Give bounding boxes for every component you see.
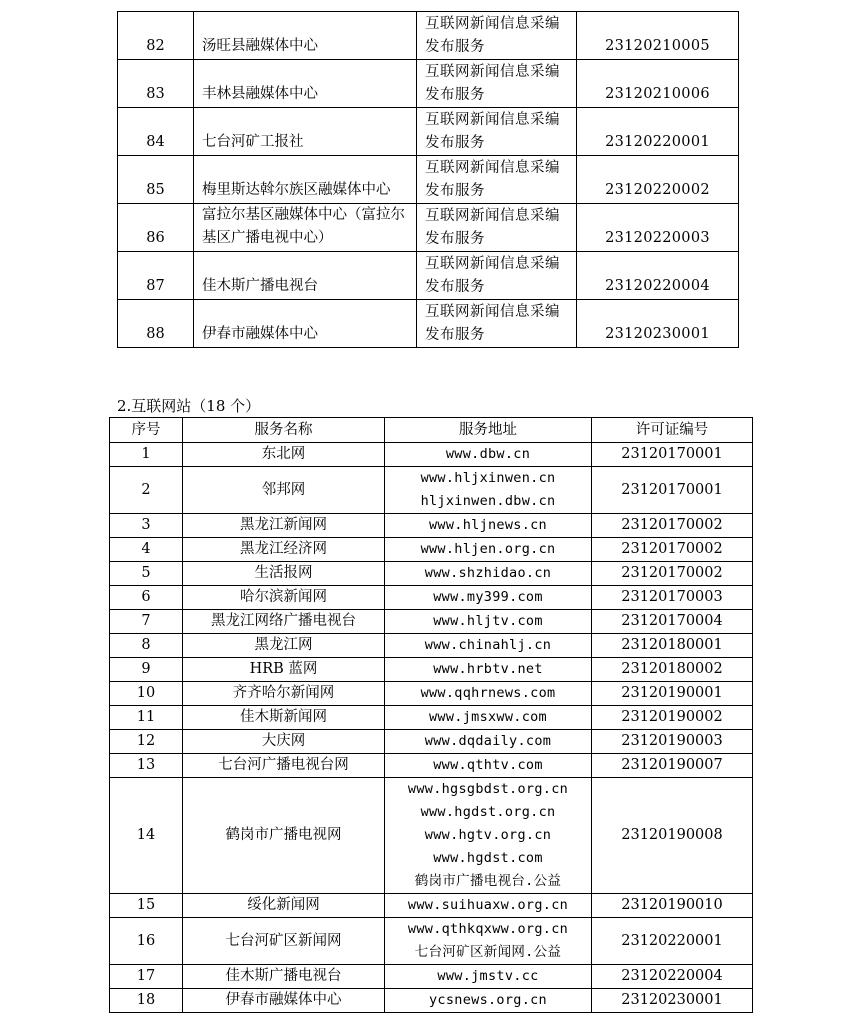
organization-name: 伊春市融媒体中心 xyxy=(194,300,417,348)
row-number: 84 xyxy=(118,108,194,156)
license-number: 23120190001 xyxy=(592,682,753,706)
site-address-cell xyxy=(385,514,592,538)
site-address: www.qqhrnews.com xyxy=(420,685,556,701)
site-address: hljxinwen.dbw.cn xyxy=(420,493,556,509)
license-number: 23120170004 xyxy=(592,610,753,634)
row-seq: 7 xyxy=(110,610,183,634)
site-address: www.suihuaxw.org.cn xyxy=(407,897,569,913)
row-seq: 16 xyxy=(110,918,183,965)
table-row xyxy=(118,60,739,108)
site-address: www.qthtv.com xyxy=(433,757,543,773)
organization-name: 佳木斯广播电视台 xyxy=(194,252,417,300)
site-name: 大庆网 xyxy=(183,730,385,754)
table-row xyxy=(118,156,739,204)
header-name: 服务名称 xyxy=(183,418,385,443)
row-seq: 14 xyxy=(110,778,183,894)
table-row xyxy=(110,989,753,1013)
row-number: 83 xyxy=(118,60,194,108)
table-row xyxy=(118,300,739,348)
site-address: www.hljen.org.cn xyxy=(420,541,556,557)
site-address: www.hljnews.cn xyxy=(429,517,547,533)
license-number: 23120210005 xyxy=(577,12,739,60)
site-name: 佳木斯新闻网 xyxy=(183,706,385,730)
table-row xyxy=(110,965,753,989)
service-type: 互联网新闻信息采编发布服务 xyxy=(417,204,577,252)
table-row xyxy=(110,658,753,682)
table-row xyxy=(110,730,753,754)
row-seq: 6 xyxy=(110,586,183,610)
site-address: www.hljxinwen.cn xyxy=(420,470,556,486)
table-row xyxy=(110,918,753,965)
organization-name: 汤旺县融媒体中心 xyxy=(194,12,417,60)
site-address: 鹤岗市广播电视台.公益 xyxy=(414,873,562,889)
site-address-cell xyxy=(385,706,592,730)
row-seq: 18 xyxy=(110,989,183,1013)
site-name: 佳木斯广播电视台 xyxy=(183,965,385,989)
site-address: www.qthkqxww.org.cn xyxy=(407,921,569,937)
license-number: 23120190007 xyxy=(592,754,753,778)
service-type: 互联网新闻信息采编发布服务 xyxy=(417,252,577,300)
license-number: 23120220004 xyxy=(592,965,753,989)
site-name: HRB 蓝网 xyxy=(183,658,385,682)
license-number: 23120180002 xyxy=(592,658,753,682)
table-row xyxy=(118,12,739,60)
site-address-cell xyxy=(385,538,592,562)
table-row xyxy=(118,108,739,156)
site-address: www.hljtv.com xyxy=(433,613,543,629)
license-number: 23120230001 xyxy=(592,989,753,1013)
site-address-cell xyxy=(385,562,592,586)
site-name: 黑龙江新闻网 xyxy=(183,514,385,538)
license-number: 23120190008 xyxy=(592,778,753,894)
table-row xyxy=(110,514,753,538)
table-row xyxy=(118,252,739,300)
site-address: ycsnews.org.cn xyxy=(429,992,547,1008)
row-seq: 13 xyxy=(110,754,183,778)
site-address: www.hrbtv.net xyxy=(433,661,543,677)
license-number: 23120190010 xyxy=(592,894,753,918)
service-type: 互联网新闻信息采编发布服务 xyxy=(417,60,577,108)
license-number: 23120220001 xyxy=(592,918,753,965)
site-name: 七台河广播电视台网 xyxy=(183,754,385,778)
table-row xyxy=(110,706,753,730)
site-address-cell xyxy=(385,610,592,634)
license-number: 23120220002 xyxy=(577,156,739,204)
site-name: 生活报网 xyxy=(183,562,385,586)
license-number: 23120220004 xyxy=(577,252,739,300)
site-address: www.chinahlj.cn xyxy=(424,637,552,653)
section-title-websites: 2.互联网站（18 个） xyxy=(117,397,261,415)
header-seq: 序号 xyxy=(110,418,183,443)
header-address: 服务地址 xyxy=(385,418,592,443)
row-number: 85 xyxy=(118,156,194,204)
site-address-cell xyxy=(385,443,592,467)
license-number: 23120170002 xyxy=(592,514,753,538)
site-name: 黑龙江网络广播电视台 xyxy=(183,610,385,634)
license-number: 23120170003 xyxy=(592,586,753,610)
site-address-cell xyxy=(385,778,592,894)
license-number: 23120210006 xyxy=(577,60,739,108)
table-row xyxy=(110,538,753,562)
site-address-cell xyxy=(385,989,592,1013)
organization-name: 富拉尔基区融媒体中心（富拉尔基区广播电视中心） xyxy=(194,204,417,252)
row-seq: 5 xyxy=(110,562,183,586)
table-row xyxy=(110,682,753,706)
site-address: www.shzhidao.cn xyxy=(424,565,552,581)
row-seq: 3 xyxy=(110,514,183,538)
license-number: 23120220001 xyxy=(577,108,739,156)
site-address: www.jmsxww.com xyxy=(429,709,547,725)
service-type: 互联网新闻信息采编发布服务 xyxy=(417,300,577,348)
site-address-cell xyxy=(385,965,592,989)
header-license: 许可证编号 xyxy=(592,418,753,443)
service-type: 互联网新闻信息采编发布服务 xyxy=(417,12,577,60)
site-address-cell xyxy=(385,467,592,514)
site-address: www.my399.com xyxy=(433,589,543,605)
site-name: 哈尔滨新闻网 xyxy=(183,586,385,610)
row-seq: 9 xyxy=(110,658,183,682)
site-address: www.hgdst.com xyxy=(433,850,543,866)
site-address-cell xyxy=(385,730,592,754)
row-seq: 11 xyxy=(110,706,183,730)
site-name: 绥化新闻网 xyxy=(183,894,385,918)
organization-name: 丰林县融媒体中心 xyxy=(194,60,417,108)
row-seq: 8 xyxy=(110,634,183,658)
site-name: 七台河矿区新闻网 xyxy=(183,918,385,965)
row-seq: 12 xyxy=(110,730,183,754)
site-address-cell xyxy=(385,634,592,658)
row-number: 82 xyxy=(118,12,194,60)
license-number: 23120190003 xyxy=(592,730,753,754)
site-address-cell xyxy=(385,658,592,682)
service-type: 互联网新闻信息采编发布服务 xyxy=(417,156,577,204)
table-row xyxy=(110,562,753,586)
site-name: 黑龙江网 xyxy=(183,634,385,658)
site-address-cell xyxy=(385,586,592,610)
row-seq: 10 xyxy=(110,682,183,706)
row-seq: 15 xyxy=(110,894,183,918)
table-header-row xyxy=(110,418,753,443)
organization-name: 梅里斯达斡尔族区融媒体中心 xyxy=(194,156,417,204)
license-number: 23120170002 xyxy=(592,538,753,562)
site-address: www.dqdaily.com xyxy=(424,733,552,749)
license-number: 23120180001 xyxy=(592,634,753,658)
license-number: 23120230001 xyxy=(577,300,739,348)
site-address: www.jmstv.cc xyxy=(437,968,539,984)
row-number: 86 xyxy=(118,204,194,252)
site-name: 齐齐哈尔新闻网 xyxy=(183,682,385,706)
site-name: 鹤岗市广播电视网 xyxy=(183,778,385,894)
table-row xyxy=(110,610,753,634)
site-address-cell xyxy=(385,894,592,918)
license-number: 23120170002 xyxy=(592,562,753,586)
site-address: www.dbw.cn xyxy=(445,446,531,462)
site-name: 黑龙江经济网 xyxy=(183,538,385,562)
service-type: 互联网新闻信息采编发布服务 xyxy=(417,108,577,156)
site-address-cell xyxy=(385,918,592,965)
license-number: 23120190002 xyxy=(592,706,753,730)
row-seq: 17 xyxy=(110,965,183,989)
organization-name: 七台河矿工报社 xyxy=(194,108,417,156)
table-row xyxy=(110,634,753,658)
site-name: 东北网 xyxy=(183,443,385,467)
table-row xyxy=(110,467,753,514)
table-row xyxy=(110,894,753,918)
site-address-cell xyxy=(385,682,592,706)
site-address: www.hgtv.org.cn xyxy=(424,827,552,843)
site-address: www.hgsgbdst.org.cn xyxy=(407,781,569,797)
row-seq: 4 xyxy=(110,538,183,562)
table-row xyxy=(110,778,753,894)
row-number: 88 xyxy=(118,300,194,348)
license-number: 23120220003 xyxy=(577,204,739,252)
site-address-cell xyxy=(385,754,592,778)
site-name: 邻邦网 xyxy=(183,467,385,514)
license-number: 23120170001 xyxy=(592,443,753,467)
table-row xyxy=(118,204,739,252)
row-number: 87 xyxy=(118,252,194,300)
site-address: www.hgdst.org.cn xyxy=(420,804,556,820)
table-row xyxy=(110,443,753,467)
site-name: 伊春市融媒体中心 xyxy=(183,989,385,1013)
row-seq: 1 xyxy=(110,443,183,467)
news-service-table-continued xyxy=(117,11,739,348)
table-row xyxy=(110,586,753,610)
row-seq: 2 xyxy=(110,467,183,514)
license-number: 23120170001 xyxy=(592,467,753,514)
websites-table xyxy=(109,417,753,1013)
site-address: 七台河矿区新闻网.公益 xyxy=(414,944,562,960)
table-row xyxy=(110,754,753,778)
